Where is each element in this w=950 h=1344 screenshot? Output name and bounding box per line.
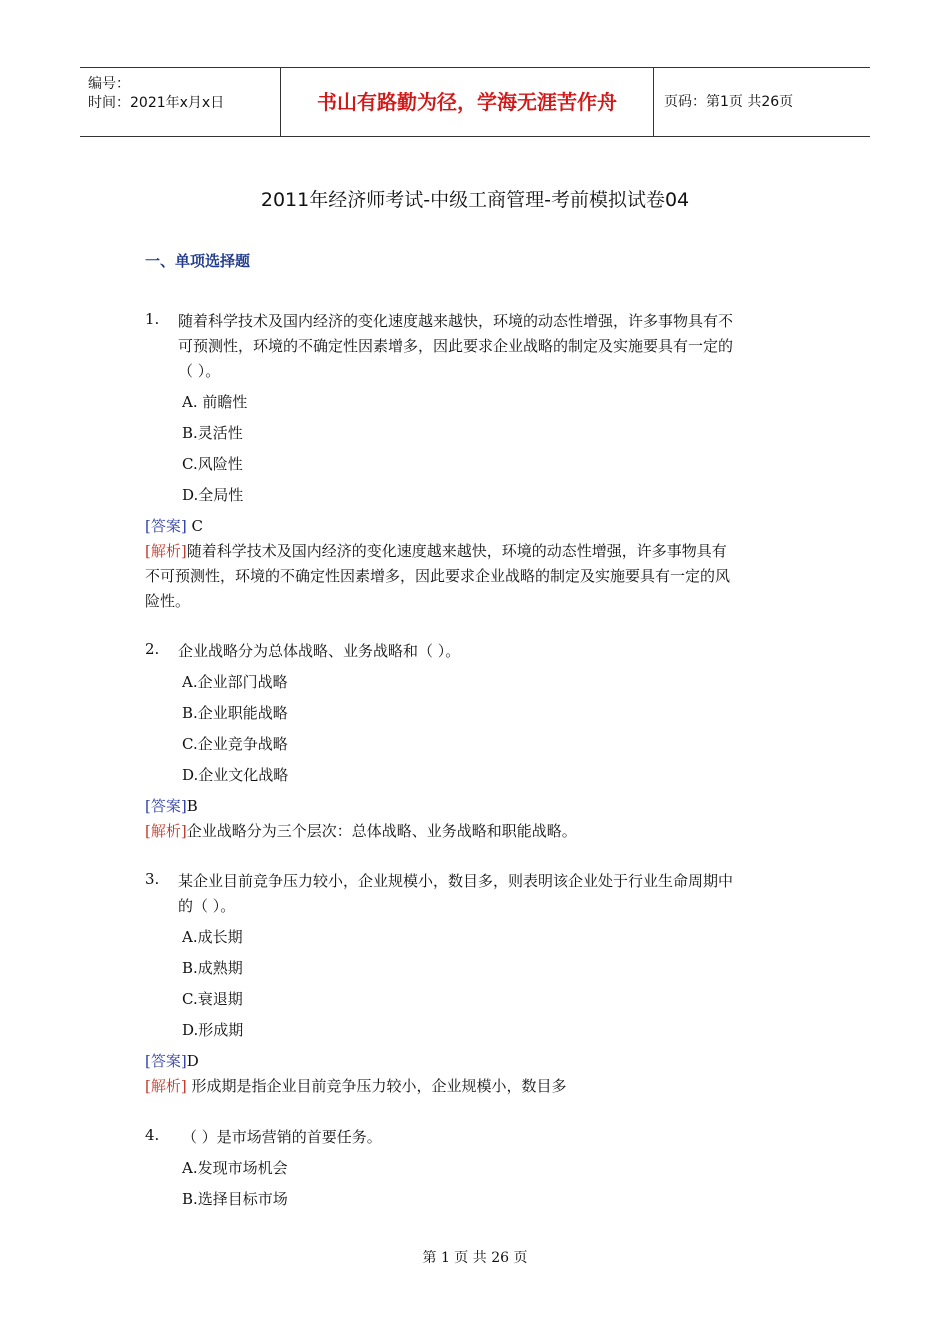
header-info-cell	[80, 68, 281, 136]
option-b: B.灵活性	[182, 424, 243, 442]
page-footer: 第 1 页 共 26 页	[422, 1250, 528, 1266]
document-title: 2011年经济师考试-中级工商管理-考前模拟试卷04	[260, 189, 690, 211]
question-number: 3.	[145, 870, 160, 888]
section-heading: 一、单项选择题	[145, 252, 251, 270]
analysis-text: 险性。	[145, 592, 191, 610]
page-header	[80, 67, 870, 137]
answer-value: D	[186, 1052, 199, 1070]
analysis-tag: [解析]	[145, 542, 187, 560]
analysis-line	[145, 820, 577, 841]
question-stem-line: 的（ ）。	[178, 897, 236, 915]
answer-line	[145, 1050, 199, 1071]
analysis-line	[145, 540, 727, 561]
question-number: 1.	[145, 310, 160, 328]
answer-line	[145, 795, 198, 816]
option-d: D.企业文化战略	[182, 766, 289, 784]
question-stem-line: 随着科学技术及国内经济的变化速度越来越快，环境的动态性增强，许多事物具有不	[178, 312, 734, 330]
option-c: C.企业竞争战略	[182, 735, 288, 753]
question-stem-line: 可预测性，环境的不确定性因素增多，因此要求企业战略的制定及实施要具有一定的	[178, 337, 734, 355]
question-stem-line: （ ）。	[178, 362, 221, 380]
option-b: B.企业职能战略	[182, 704, 288, 722]
option-d: D.形成期	[182, 1021, 244, 1039]
analysis-line	[145, 1075, 567, 1096]
analysis-text: 不可预测性，环境的不确定性因素增多，因此要求企业战略的制定及实施要具有一定的风	[145, 567, 731, 585]
time-label: 时间：2021年x月x日	[88, 95, 225, 111]
option-c: C.风险性	[182, 455, 243, 473]
answer-tag: [答案]	[145, 797, 187, 815]
analysis-tag: [解析]	[145, 1077, 187, 1095]
question-stem-line: （ ）是市场营销的首要任务。	[182, 1128, 382, 1146]
question-number: 2.	[145, 640, 160, 658]
number-label: 编号：	[88, 76, 130, 92]
option-d: D.全局性	[182, 486, 244, 504]
option-a: A.企业部门战略	[182, 673, 288, 691]
answer-value: C	[186, 517, 203, 535]
option-b: B.选择目标市场	[182, 1190, 288, 1208]
option-a: A.成长期	[182, 928, 243, 946]
analysis-text: 企业战略分为三个层次：总体战略、业务战略和职能战略。	[186, 822, 577, 840]
option-a: A. 前瞻性	[182, 393, 248, 411]
option-a: A.发现市场机会	[182, 1159, 288, 1177]
question-number: 4.	[145, 1126, 160, 1144]
answer-line	[145, 515, 203, 536]
analysis-tag: [解析]	[145, 822, 187, 840]
question-stem-line: 企业战略分为总体战略、业务战略和（ ）。	[178, 642, 461, 660]
analysis-text: 随着科学技术及国内经济的变化速度越来越快，环境的动态性增强，许多事物具有	[186, 542, 727, 560]
header-page-label: 页码：第1页 共26页	[664, 94, 794, 110]
question-stem-line: 某企业目前竞争压力较小，企业规模小，数目多，则表明该企业处于行业生命周期中	[178, 872, 734, 890]
option-b: B.成熟期	[182, 959, 243, 977]
answer-tag: [答案]	[145, 517, 187, 535]
answer-value: B	[186, 797, 198, 815]
analysis-text: 形成期是指企业目前竞争压力较小，企业规模小，数目多	[186, 1077, 567, 1095]
header-motto: 书山有路勤为径，学海无涯苦作舟	[281, 68, 654, 136]
option-c: C.衰退期	[182, 990, 243, 1008]
answer-tag: [答案]	[145, 1052, 187, 1070]
